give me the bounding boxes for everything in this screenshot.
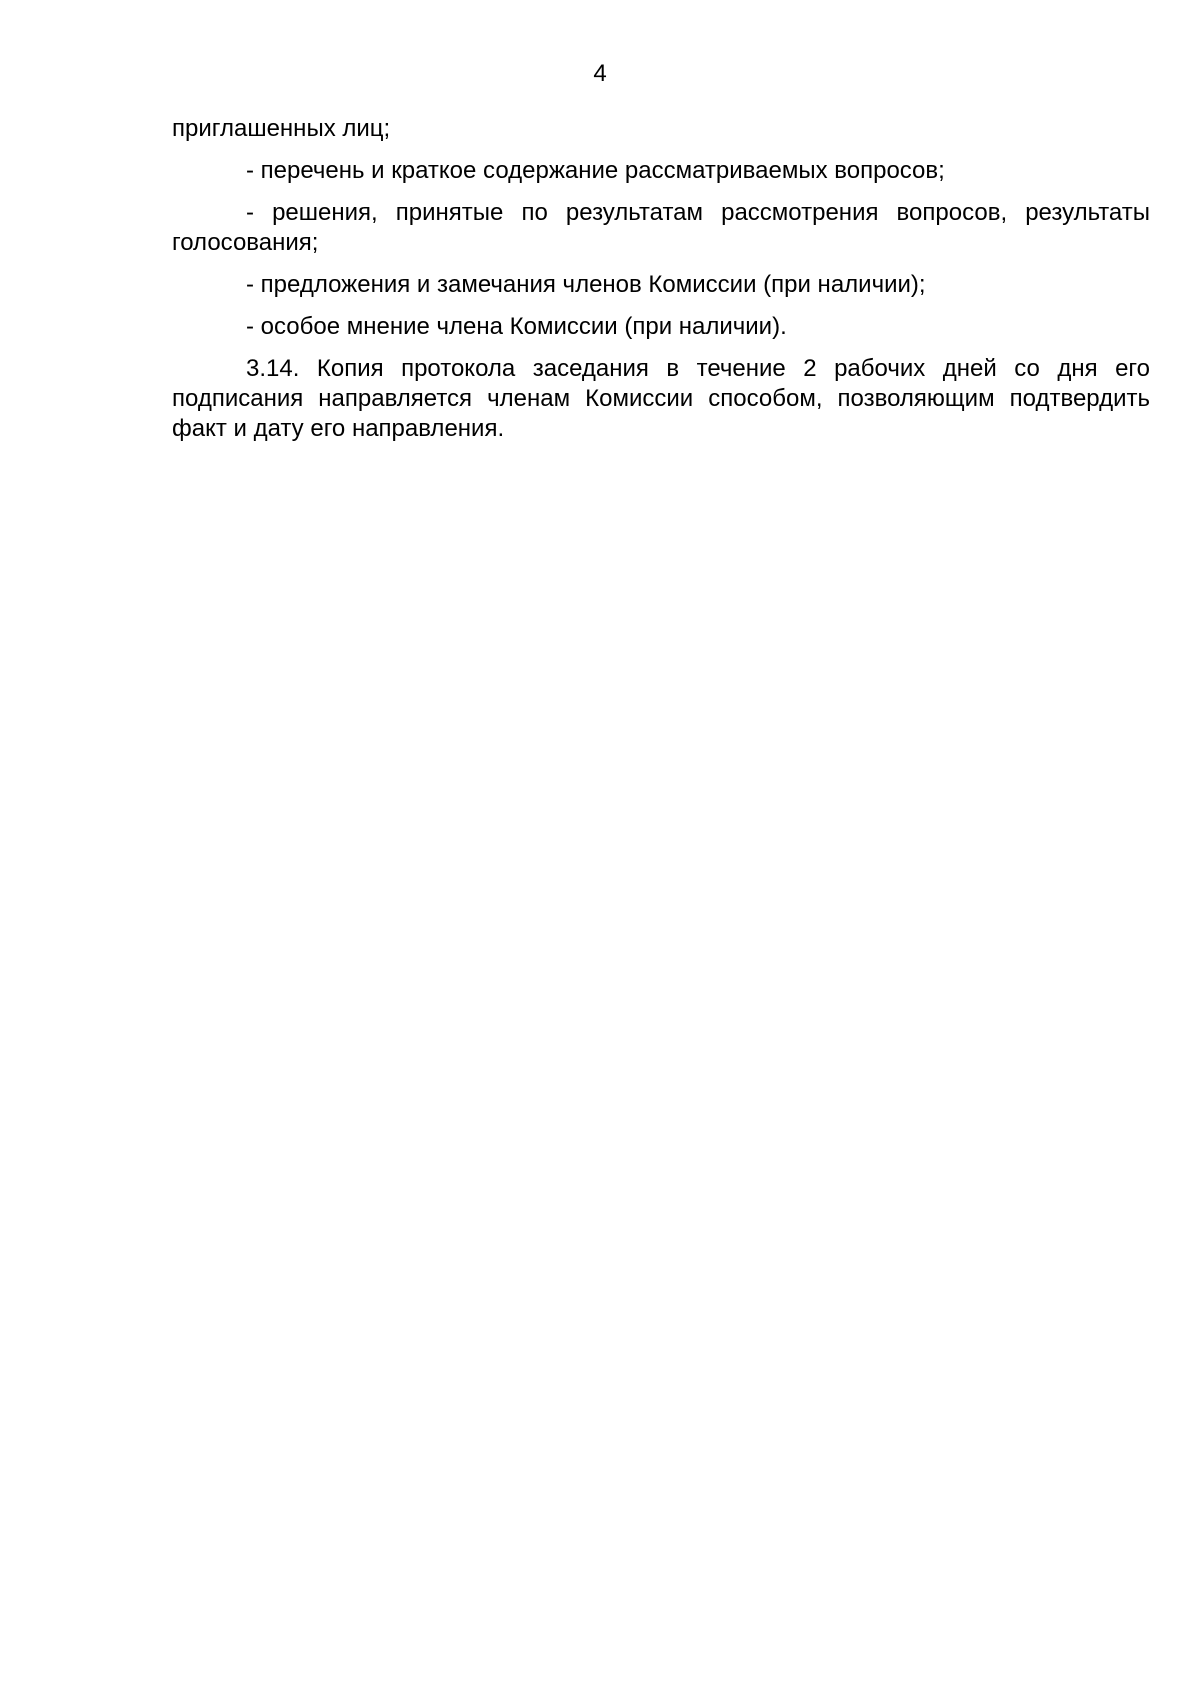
document-body (172, 114, 1150, 456)
page-number: 4 (593, 60, 607, 87)
clause-3-14: 3.14. Копия протокола заседания в течение 2 рабочих дней со дня его подписания направляется членам Комиссии способом, позволяющим подтвердить факт и дату его направления. (172, 355, 1150, 442)
list-item-proposals: - предложения и замечания членов Комиссии (при наличии); (246, 271, 926, 298)
list-item-questions: - перечень и краткое содержание рассматриваемых вопросов; (246, 157, 945, 184)
list-item-decisions: - решения, принятые по результатам рассмотрения вопросов, результаты голосования; (172, 199, 1150, 256)
list-item-dissent: - особое мнение члена Комиссии (при наличии). (246, 313, 787, 340)
paragraph-continuation: приглашенных лиц; (172, 115, 391, 142)
